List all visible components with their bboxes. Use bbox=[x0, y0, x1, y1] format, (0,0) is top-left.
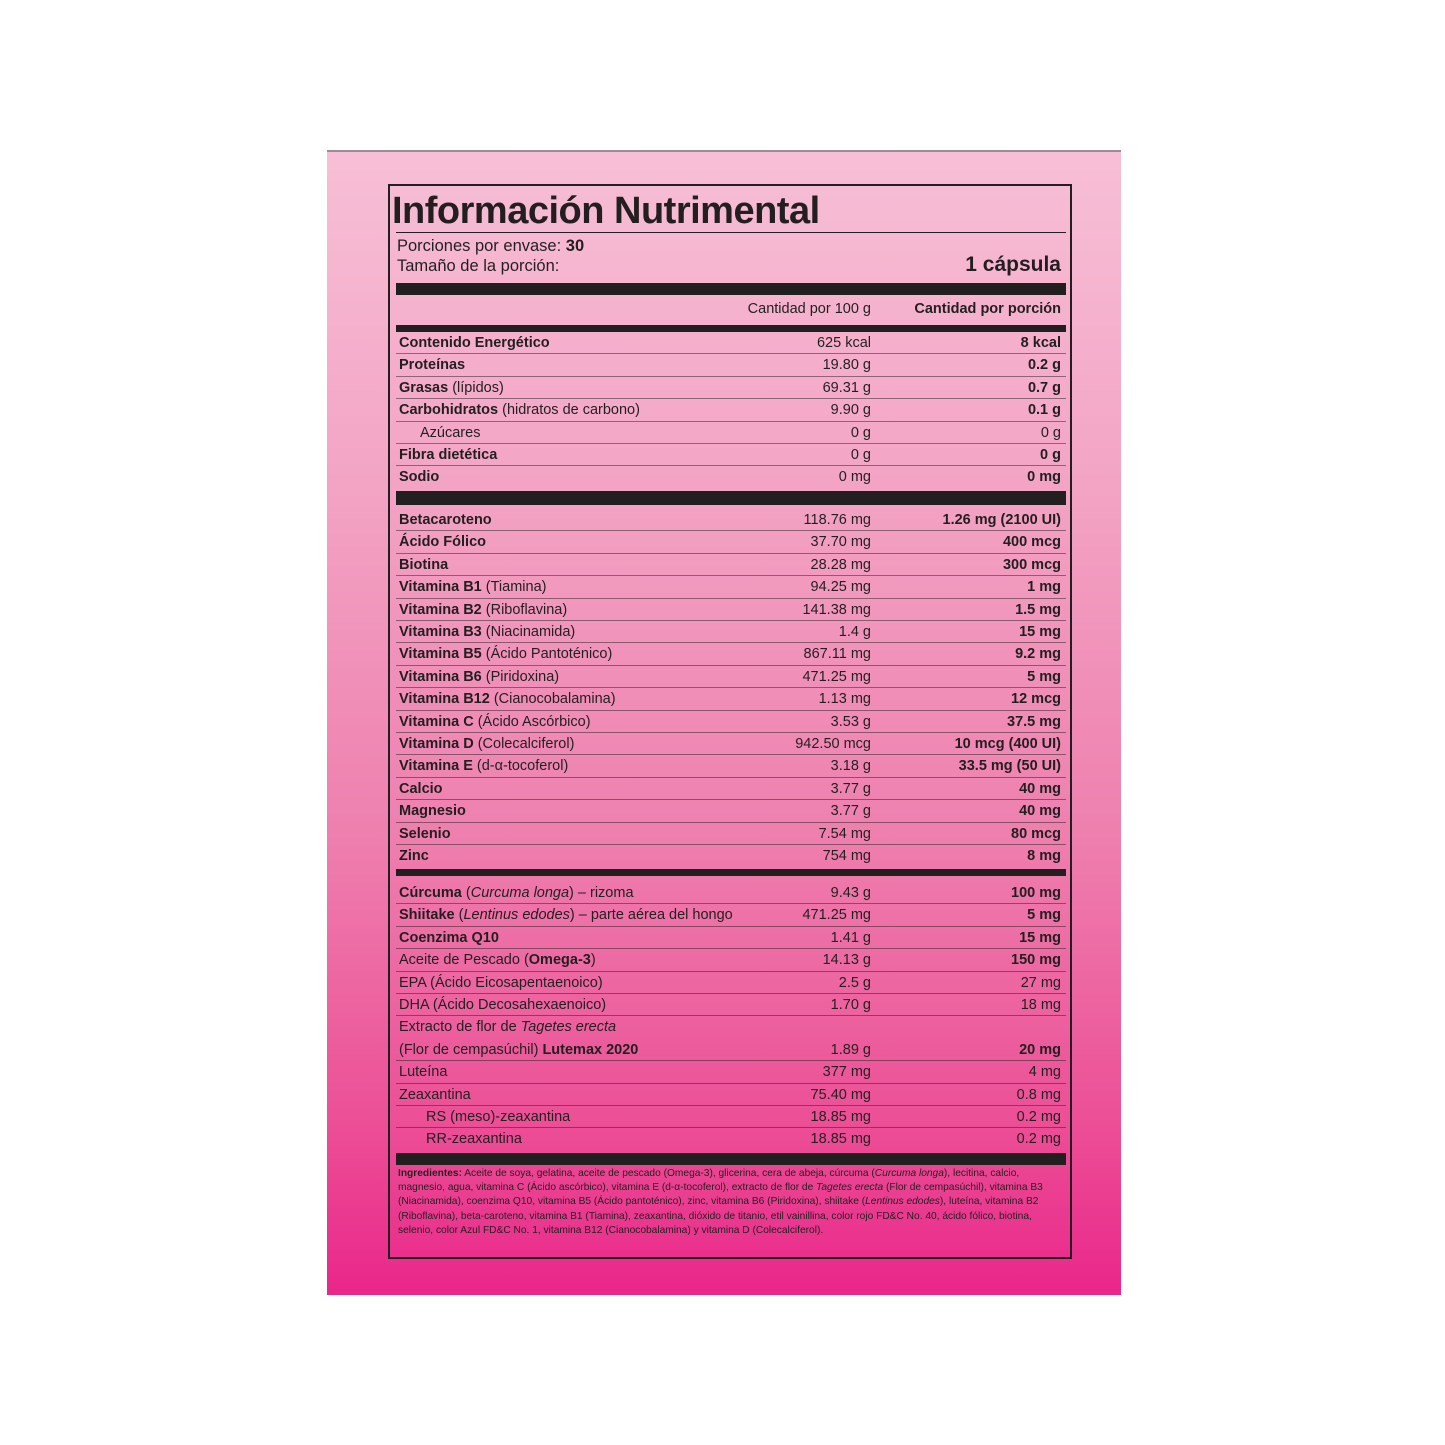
table-row bbox=[396, 733, 1066, 755]
value-per-portion: 40 mg bbox=[1019, 780, 1061, 797]
table-row bbox=[396, 904, 1066, 926]
value-per-portion: 33.5 mg (50 UI) bbox=[958, 758, 1061, 775]
table-row bbox=[396, 927, 1066, 949]
nutrient-detail: (Niacinamida) bbox=[481, 624, 576, 640]
value-per-portion: 15 mg bbox=[1019, 624, 1061, 640]
nutrient-name: Shiitake bbox=[399, 907, 455, 924]
value-per-portion: 0.7 g bbox=[1027, 379, 1061, 396]
ingredients-latin: Lentinus edodes bbox=[865, 1196, 940, 1208]
nutrient-detail: (Ácido Pantoténico) bbox=[481, 646, 613, 663]
value-per-100g: 94.25 mg bbox=[810, 579, 871, 596]
value-per-portion: 1 mg bbox=[1027, 579, 1061, 596]
value-per-portion: 300 mcg bbox=[1002, 556, 1061, 573]
divider bbox=[396, 869, 1066, 876]
value-per-100g: 377 mg bbox=[822, 1064, 871, 1081]
value-per-100g: 3.18 g bbox=[830, 758, 871, 775]
value-per-portion: 20 mg bbox=[1019, 1041, 1061, 1058]
table-row bbox=[396, 1084, 1066, 1106]
value-per-100g: 2.5 g bbox=[838, 974, 871, 991]
value-per-portion: 0.8 mg bbox=[1016, 1086, 1061, 1103]
nutrient-name: Grasas bbox=[399, 379, 449, 396]
table-row bbox=[396, 882, 1066, 904]
value-per-portion: 150 mg bbox=[1011, 952, 1061, 969]
table-row bbox=[396, 621, 1066, 643]
value-per-portion: 0.2 g bbox=[1027, 357, 1061, 374]
nutrient-detail: ) – parte aérea del hongo bbox=[569, 907, 733, 924]
table-row bbox=[396, 599, 1066, 621]
value-per-100g: 0 g bbox=[850, 447, 871, 463]
thick-divider bbox=[396, 491, 1066, 505]
value-per-portion: 0 mg bbox=[1027, 469, 1061, 486]
ingredients-latin: Tagetes erecta bbox=[816, 1182, 884, 1194]
value-per-portion: 0 g bbox=[1040, 424, 1061, 441]
nutrient-name: Magnesio bbox=[399, 803, 466, 820]
value-per-100g: 18.85 mg bbox=[810, 1131, 871, 1148]
value-per-100g: 37.70 mg bbox=[810, 534, 871, 551]
value-per-portion: 15 mg bbox=[1019, 929, 1061, 946]
nutrient-name: Coenzima Q10 bbox=[399, 929, 499, 946]
table-row bbox=[396, 466, 1066, 488]
nutrient-detail: (Ácido Ascórbico) bbox=[473, 713, 591, 730]
table-row bbox=[396, 823, 1066, 845]
table-row bbox=[396, 643, 1066, 665]
table-row bbox=[396, 845, 1066, 867]
value-per-portion: 40 mg bbox=[1019, 803, 1061, 820]
paren-open: ( bbox=[454, 907, 464, 924]
porciones-label: Porciones por envase: bbox=[397, 237, 562, 255]
nutrient-name: Luteína bbox=[399, 1064, 448, 1081]
nutrient-detail: (Riboflavina) bbox=[481, 601, 568, 618]
nutrient-name: DHA (Ácido Decosahexaenoico) bbox=[399, 997, 607, 1013]
thick-divider bbox=[396, 1153, 1066, 1165]
ingredients-text bbox=[398, 1167, 1060, 1238]
table-row bbox=[396, 422, 1066, 444]
value-per-100g: 0 mg bbox=[838, 469, 871, 486]
ingredients-part: ), lecitina, calcio, magnesio, agua, vitamina C (Ácido ascórbico), vitamina E (d-α-tocoferol), extracto de flor de bbox=[398, 1168, 1020, 1194]
value-per-portion: 10 mcg (400 UI) bbox=[954, 736, 1061, 752]
package-top-edge bbox=[327, 150, 1121, 152]
value-per-100g: 471.25 mg bbox=[802, 668, 871, 685]
table-row bbox=[396, 576, 1066, 598]
value-per-100g: 3.77 g bbox=[830, 780, 871, 797]
value-per-portion: 8 mg bbox=[1027, 848, 1061, 864]
value-per-portion: 9.2 mg bbox=[1015, 646, 1061, 663]
table-row bbox=[396, 1039, 1066, 1061]
nutrient-name: (Flor de cempasúchil) bbox=[399, 1041, 543, 1058]
paren-close: ) bbox=[590, 952, 596, 969]
table-row bbox=[396, 994, 1066, 1016]
nutrient-name: Aceite de Pescado ( bbox=[399, 952, 529, 969]
value-per-portion: 12 mcg bbox=[1011, 691, 1061, 708]
nutrient-detail: (Cianocobalamina) bbox=[489, 691, 616, 708]
value-per-100g: 1.70 g bbox=[830, 997, 871, 1013]
ingredients-part: Aceite de soya, gelatina, aceite de pescado (Omega-3), glicerina, cera de abeja, cúrcuma ( bbox=[461, 1168, 875, 1179]
value-per-100g: 19.80 g bbox=[822, 357, 871, 374]
ingredients-label: Ingredientes: bbox=[398, 1168, 462, 1179]
table-row bbox=[396, 800, 1066, 822]
value-per-100g: 1.4 g bbox=[838, 624, 871, 640]
table-row bbox=[396, 972, 1066, 994]
table-row bbox=[396, 377, 1066, 399]
ingredients-part: ), luteína, vitamina B2 (Riboflavina), beta-caroteno, vitamina B1 (Tiamina), zeaxantina, dióxido de titanio, etil vainillina, color rojo FD&C No. 40, ácido fólico, biotina, selenio, color Azul FD&C No. 1, vitamina B12 (Cianocobalamina) y vitamina D (Colecalciferol). bbox=[398, 1196, 1039, 1236]
porciones-line bbox=[397, 237, 584, 256]
value-per-100g: 9.90 g bbox=[830, 402, 871, 419]
value-per-100g: 69.31 g bbox=[822, 379, 871, 396]
table-row bbox=[396, 1128, 1066, 1150]
tamano-value: 1 cápsula bbox=[965, 253, 1061, 276]
value-per-100g: 0 g bbox=[850, 424, 871, 441]
nutrient-name: Contenido Energético bbox=[399, 335, 550, 351]
nutrient-detail: (Piridoxina) bbox=[481, 668, 560, 685]
nutrient-name: Vitamina C bbox=[399, 713, 474, 730]
latin-name: Lentinus edodes bbox=[463, 907, 570, 924]
value-per-portion: 27 mg bbox=[1020, 974, 1061, 991]
table-row bbox=[396, 1061, 1066, 1083]
value-per-100g: 754 mg bbox=[822, 848, 871, 864]
table-row bbox=[396, 531, 1066, 553]
value-per-portion: 0 g bbox=[1040, 447, 1061, 463]
value-per-100g: 625 kcal bbox=[816, 335, 871, 351]
value-per-100g: 18.85 mg bbox=[810, 1109, 871, 1125]
value-per-100g: 7.54 mg bbox=[818, 825, 871, 842]
value-per-portion: 1.5 mg bbox=[1015, 601, 1061, 618]
value-per-portion: 5 mg bbox=[1027, 668, 1061, 685]
porciones-value: 30 bbox=[565, 237, 585, 255]
value-per-portion: 37.5 mg bbox=[1007, 713, 1061, 730]
header-per-100g: Cantidad por 100 g bbox=[747, 301, 871, 317]
nutrient-name: RR-zeaxantina bbox=[426, 1131, 522, 1148]
value-per-portion: 100 mg bbox=[1011, 885, 1061, 901]
paren-open: ( bbox=[461, 885, 471, 901]
latin-name: Curcuma longa bbox=[470, 885, 570, 901]
nutrient-name: RS (meso)-zeaxantina bbox=[426, 1109, 571, 1125]
value-per-portion: 1.26 mg (2100 UI) bbox=[942, 512, 1061, 528]
value-per-portion: 400 mcg bbox=[1002, 534, 1061, 551]
nutrient-detail: (lípidos) bbox=[448, 379, 504, 396]
table-row bbox=[396, 399, 1066, 421]
nutrient-bold: Omega-3 bbox=[528, 952, 591, 969]
nutrient-name: Azúcares bbox=[420, 424, 481, 441]
value-per-100g: 14.13 g bbox=[822, 952, 871, 969]
value-per-portion: 0.2 mg bbox=[1016, 1109, 1061, 1125]
table-row bbox=[396, 554, 1066, 576]
value-per-portion: 80 mcg bbox=[1011, 825, 1061, 842]
value-per-100g: 867.11 mg bbox=[803, 646, 871, 663]
page-title: Información Nutrimental bbox=[392, 190, 820, 232]
value-per-100g: 1.89 g bbox=[830, 1041, 871, 1058]
title-divider bbox=[396, 232, 1066, 233]
nutrient-name: Vitamina E bbox=[399, 758, 473, 775]
value-per-100g: 118.76 mg bbox=[803, 512, 871, 528]
value-per-100g: 9.43 g bbox=[830, 885, 871, 901]
nutrient-name: Vitamina B1 bbox=[399, 579, 482, 596]
tamano-label: Tamaño de la porción: bbox=[397, 257, 560, 275]
nutrient-name: Vitamina B3 bbox=[399, 624, 482, 640]
value-per-100g: 28.28 mg bbox=[810, 556, 871, 573]
value-per-100g: 75.40 mg bbox=[810, 1086, 871, 1103]
table-row bbox=[396, 1106, 1066, 1128]
value-per-portion: 4 mg bbox=[1028, 1064, 1061, 1081]
value-per-100g: 3.77 g bbox=[830, 803, 871, 820]
table-row bbox=[396, 332, 1066, 354]
nutrient-name: Cúrcuma bbox=[399, 885, 462, 901]
nutrient-name: Fibra dietética bbox=[399, 447, 498, 463]
nutrient-name: Sodio bbox=[399, 469, 440, 486]
nutrient-detail: (d-α-tocoferol) bbox=[472, 758, 569, 775]
nutrient-name: Carbohidratos bbox=[399, 402, 499, 419]
table-row bbox=[396, 444, 1066, 466]
value-per-100g: 471.25 mg bbox=[802, 907, 871, 924]
table-row bbox=[396, 688, 1066, 710]
ingredients-part: (Flor de cempasúchil), vitamina B3 (Niacinamida), coenzima Q10, vitamina B5 (Ácido pantoténico), zinc, vitamina B6 (Piridoxina), shiitake ( bbox=[398, 1182, 1043, 1208]
nutrient-detail: ) – rizoma bbox=[569, 885, 634, 901]
table-row bbox=[396, 509, 1066, 531]
table-row bbox=[396, 666, 1066, 688]
nutrient-name: Ácido Fólico bbox=[399, 534, 486, 551]
nutrient-name: Vitamina B6 bbox=[399, 668, 482, 685]
table-row bbox=[396, 778, 1066, 800]
table-row bbox=[396, 949, 1066, 971]
header-divider bbox=[396, 325, 1066, 332]
value-per-portion: 8 kcal bbox=[1020, 335, 1061, 351]
value-per-100g: 1.13 mg bbox=[818, 691, 871, 708]
nutrient-name: Zinc bbox=[399, 848, 429, 864]
value-per-portion: 0.1 g bbox=[1027, 402, 1061, 419]
value-per-portion: 18 mg bbox=[1020, 997, 1061, 1013]
nutrient-name: Vitamina B12 bbox=[399, 691, 490, 708]
table-row bbox=[396, 1016, 1066, 1038]
nutrient-bold: Lutemax 2020 bbox=[542, 1041, 639, 1058]
table-row bbox=[396, 354, 1066, 376]
value-per-portion: 5 mg bbox=[1027, 907, 1061, 924]
nutrient-name: Biotina bbox=[399, 556, 449, 573]
nutrient-name: Betacaroteno bbox=[399, 512, 492, 528]
value-per-100g: 1.41 g bbox=[830, 929, 871, 946]
table-row bbox=[396, 711, 1066, 733]
nutrient-name: Selenio bbox=[399, 825, 451, 842]
nutrient-name: Zeaxantina bbox=[399, 1086, 471, 1103]
value-per-portion: 0.2 mg bbox=[1016, 1131, 1061, 1148]
value-per-100g: 942.50 mcg bbox=[795, 736, 871, 752]
ingredients-latin: Curcuma longa bbox=[874, 1168, 944, 1179]
value-per-100g: 3.53 g bbox=[830, 713, 871, 730]
latin-name: Tagetes erecta bbox=[520, 1019, 617, 1036]
nutrient-name: Vitamina B2 bbox=[399, 601, 482, 618]
nutrient-detail: (Colecalciferol) bbox=[473, 736, 575, 752]
nutrient-name: Proteínas bbox=[399, 357, 466, 374]
nutrient-name: EPA (Ácido Eicosapentaenoico) bbox=[399, 974, 603, 991]
nutrient-detail: (hidratos de carbono) bbox=[498, 402, 640, 419]
nutrient-name: Calcio bbox=[399, 780, 443, 797]
header-per-portion: Cantidad por porción bbox=[914, 301, 1061, 317]
nutrient-detail: (Tiamina) bbox=[481, 579, 547, 596]
table-row bbox=[396, 755, 1066, 777]
nutrient-name: Extracto de flor de bbox=[399, 1019, 521, 1036]
value-per-100g: 141.38 mg bbox=[802, 601, 871, 618]
thick-divider bbox=[396, 283, 1066, 295]
nutrient-name: Vitamina D bbox=[399, 736, 474, 752]
nutrient-name: Vitamina B5 bbox=[399, 646, 482, 663]
